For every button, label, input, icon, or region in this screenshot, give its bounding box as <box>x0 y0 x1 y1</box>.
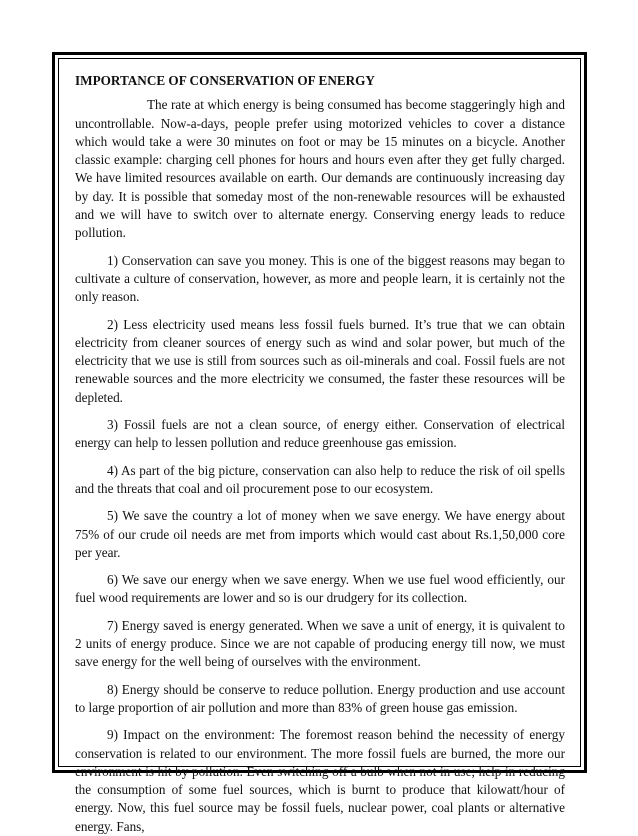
paragraph-point-7: 7) Energy saved is energy generated. When we save a unit of energy, it is quivalent to 2 units of energy produce. Since we are not capable of producing energy till now, we must save energy for the well being of ourselves with the environment. <box>75 617 565 670</box>
paragraph-point-3: 3) Fossil fuels are not a clean source, of energy either. Conservation of electrical energy can help to lessen pollution and reduce greenhouse gas emission. <box>75 417 565 451</box>
document-title: IMPORTANCE OF CONSERVATION OF ENERGY <box>75 73 375 88</box>
paragraph-point-8: 8) Energy should be conserve to reduce pollution. Energy production and use account to large proportion of air pollution and more than 83% of green house gas emission. <box>75 681 565 715</box>
paragraph-point-4: 4) As part of the big picture, conservation can also help to reduce the risk of oil spells and the threats that coal and oil procurement pose to our ecosystem. <box>75 462 565 496</box>
paragraph-point-5: 5) We save the country a lot of money when we save energy. We have energy about 75% of our crude oil needs are met from imports which would cast about Rs.1,50,000 core per year. <box>75 508 565 560</box>
paragraph-point-6: 6) We save our energy when we save energy. When we use fuel wood efficiently, our fuel wood requirements are lower and so is our drudgery for its collection. <box>75 572 565 606</box>
intro-paragraph: The rate at which energy is being consumed has become staggeringly high and uncontrollable. Now-a-days, people prefer using motorized vehicles to cover a distance which would take a were 30 minutes on foot or may be 15 minutes on a bicycle. Another classic example: charging cell phones for hours and hours even after they get fully charged. We have limited resources available on earth. Our demands are continuously increasing day by day. It is possible that someday most of the non-renewable resources will be exhausted and we will have to switch over to alternate energy. Conserving energy leads to reduce pollution. <box>75 97 565 241</box>
paragraph-point-1: 1) Conservation can save you money. This is one of the biggest reasons may began to cultivate a culture of conservation, however, as more and people learn, it is certainly not the only reason. <box>75 252 565 305</box>
paragraph-point-9: 9) Impact on the environment: The foremost reason behind the necessity of energy conservation is related to our environment. The more fossil fuels are burned, the more our environment is hit by pollution. Even switching off a bulb when not in use; help in reducing the consumption of some fuel sources, which is burnt to produce that kilowatt/hour of energy. Now, this fuel source may be fossil fuels, nuclear power, coal plants or alternative energy. Fans, <box>75 727 565 834</box>
paragraph-point-2: 2) Less electricity used means less fossil fuels burned. It’s true that we can obtain electricity from cleaner sources of energy such as wind and solar power, but much of the electricity that we use is still from sources such as oil-minerals and coal. Fossil fuels are not renewable sources and the more electricity we consumed, the faster these resources will be depleted. <box>75 316 565 405</box>
document-body <box>75 72 565 836</box>
